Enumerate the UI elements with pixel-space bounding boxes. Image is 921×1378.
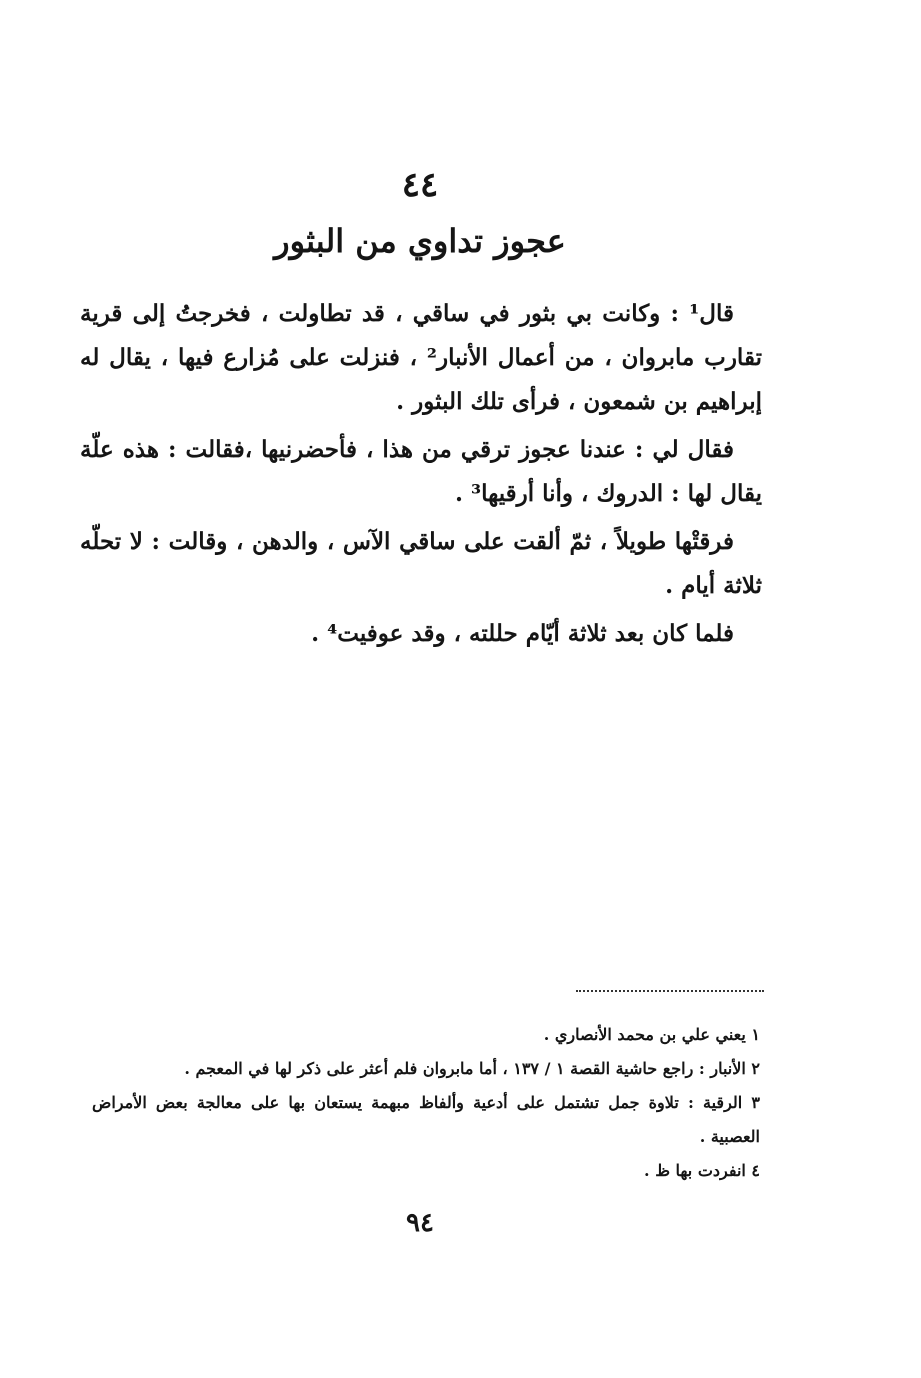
footnote: ٢ الأنبار : راجع حاشية القصة ١ / ١٣٧ ، أما مابروان فلم أعثر على ذكر لها في المعجم .	[184, 1059, 760, 1078]
page-number: ٩٤	[406, 1208, 434, 1238]
paragraph: فلما كان بعد ثلاثة أيّام حللته ، وقد عوفيت⁴ .	[311, 620, 734, 647]
chapter-number: ٤٤	[401, 165, 439, 205]
paragraph: قال¹ : وكانت بي بثور في ساقي ، قد تطاولت ، فخرجتُ إلى قرية تقارب مابروان ، من أعمال الأنبار² ، فنزلت على مُزارع فيها ، يقال له إبراهيم بن شمعون ، فرأى تلك البثور .	[80, 300, 762, 415]
footnote: ٤ انفردت بها ظ .	[644, 1161, 760, 1180]
paragraph: فرقتْها طويلاً ، ثمّ ألقت على ساقي الآس ، والدهن ، وقالت : لا تحلّه ثلاثة أيام .	[80, 528, 762, 599]
paragraph: فقال لي : عندنا عجوز ترقي من هذا ، فأحضرنيها ،فقالت : هذه علّة يقال لها : الدروك ، وأنا أرقيها³ .	[80, 436, 762, 507]
chapter-title: عجوز تداوي من البثور	[274, 222, 566, 260]
body-text	[80, 292, 762, 660]
footnotes	[92, 1018, 760, 1188]
footnote: ١ يعني علي بن محمد الأنصاري .	[543, 1025, 760, 1044]
footnote-separator	[576, 990, 764, 992]
footnote: ٣ الرقية : تلاوة جمل تشتمل على أدعية وألفاظ مبهمة يستعان بها على معالجة بعض الأمراض العصبية .	[92, 1093, 760, 1146]
